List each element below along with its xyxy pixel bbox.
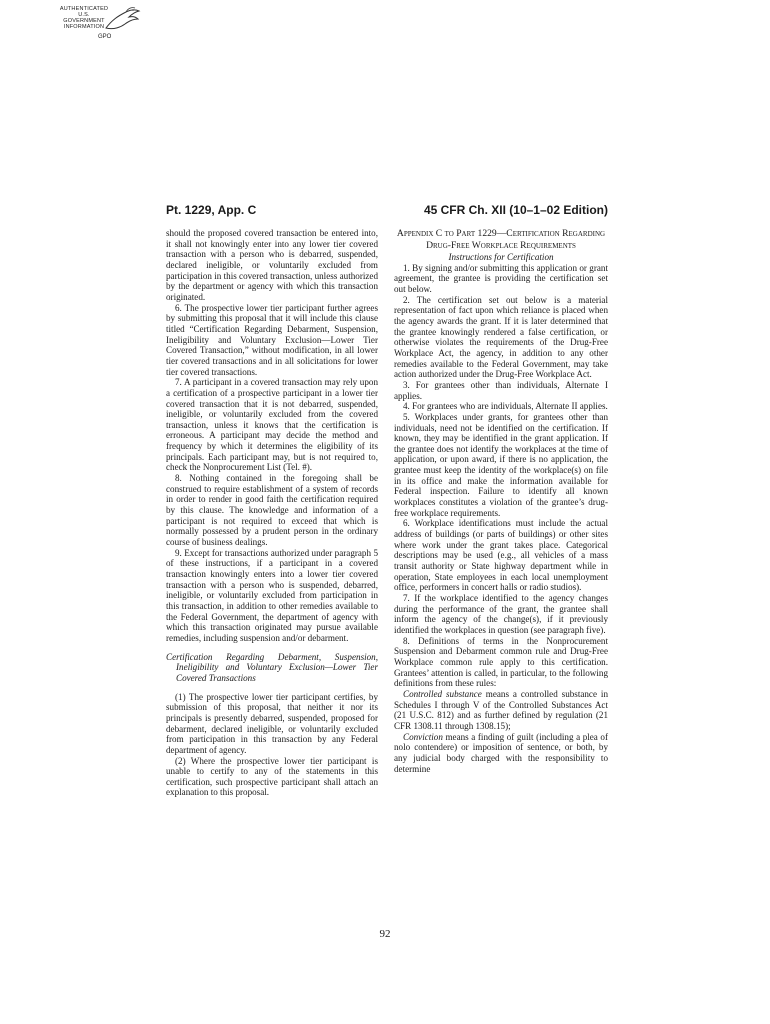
certification-caption: Certification Regarding Debarment, Suspension, Ineligibility and Voluntary Exclusion—Lower Tier Covered Transactions (166, 651, 378, 683)
eagle-logo-icon (102, 6, 142, 36)
certification-item-2: (2) Where the prospective lower tier participant is unable to certify to any of the statements in this certification, such prospective participant shall attach an explanation to this proposal. (166, 755, 378, 798)
paragraph-continuation: should the proposed covered transaction be entered into, it shall not knowingly enter into any lower tier covered transaction with a person who is debarred, suspended, declared ineligible, or voluntarily excluded from participation in this covered transaction, unless authorized by the department or agency with which this transaction originated. (166, 228, 378, 302)
left-column (166, 228, 378, 798)
page-number: 92 (379, 928, 391, 940)
instruction-2: 2. The certification set out below is a material representation of fact upon which reliance is placed when the agency awards the grant. If it is later determined that the grantee knowingly rendered a false certification, or otherwise violates the requirements of the Drug-Free Workplace Act, the agency, in addition to any other remedies available to the Federal Government, may take action authorized under the Drug-Free Workplace Act. (394, 294, 608, 380)
term-conviction: Conviction (403, 731, 443, 742)
header-cfr-edition: 45 CFR Ch. XII (10–1–02 Edition) (423, 203, 608, 217)
instruction-5: 5. Workplaces under grants, for grantees other than individuals, need not be identified on the certification. If known, they may be identified in the grant application. If the grantee does not identify the workplaces at the time of application, or upon award, if there is no application, the grantee must keep the identity of the workplace(s) on file in its office and make the information available for Federal inspection. Failure to identify all known workplaces constitutes a violation of the grantee’s drug-free workplace requirements. (394, 411, 608, 518)
instruction-3: 3. For grantees other than individuals, Alternate I applies. (394, 379, 608, 401)
instruction-8: 8. Definitions of terms in the Nonprocurement Suspension and Debarment common rule and Drug-Free Workplace common rule apply to this certification. Grantees’ attention is called, in particular, to the following definitions from these rules: (394, 635, 608, 689)
seal-line-1: AUTHENTICATED (59, 6, 109, 12)
paragraph-8: 8. Nothing contained in the foregoing shall be construed to require establishment of a system of records in order to render in good faith the certification required by this clause. The knowledge and information of a participant is not required to exceed that which is normally possessed by a prudent person in the ordinary course of business dealings. (166, 473, 378, 548)
definition-text: means a controlled substance in Schedules I through V of the Controlled Substances Act (21 U.S.C. 812) and as further defined by regulation (21 CFR 1308.11 through 1308.15); (394, 688, 608, 731)
header-part-label: Pt. 1229, App. C (166, 203, 257, 217)
paragraph-7: 7. A participant in a covered transaction may rely upon a certification of a prospective participant in a lower tier covered transaction that it is not debarred, suspended, ineligible, or voluntarily excluded from the covered transaction, unless it knows that the certification is erroneous. A participant may decide the method and frequency by which it determines the eligibility of its principals. Each participant may, but is not required to, check the Nonprocurement List (Tel. #). (166, 377, 378, 473)
instruction-4: 4. For grantees who are individuals, Alternate II applies. (403, 401, 608, 412)
certification-item-1: (1) The prospective lower tier participant certifies, by submission of this proposal, that neither it nor its principals is presently debarred, suspended, proposed for debarment, declared ineligible, or voluntarily excluded from participation in this transaction by any Federal department of agency. (166, 691, 378, 755)
definition-conviction (394, 732, 608, 775)
appendix-title: Appendix C to Part 1229—Certification Regarding Drug-Free Workplace Requirements (396, 228, 606, 251)
instruction-6: 6. Workplace identifications must include the actual address of buildings (or parts of buildings) or other sites where work under the grant takes place. Categorical descriptions may be used (e.g., all vehicles of a mass transit authority or State highway department while in operation, State employees in each local unemployment office, performers in concert halls or radio studios). (394, 518, 608, 593)
right-column (394, 228, 608, 774)
instruction-1: 1. By signing and/or submitting this application or grant agreement, the grantee is providing the certification set out below. (394, 262, 608, 294)
seal-line-3: INFORMATION (63, 24, 105, 30)
definition-controlled-substance (394, 689, 608, 732)
paragraph-6: 6. The prospective lower tier participant further agrees by submitting this proposal that it will include this clause titled “Certification Regarding Debarment, Suspension, Ineligibility and Voluntary Exclusion—Lower Tier Covered Transaction,” without modification, in all lower tier covered transactions and in all solicitations for lower tier covered transactions. (166, 302, 378, 377)
paragraph-9: 9. Except for transactions authorized under paragraph 5 of these instructions, if a participant in a covered transaction knowingly enters into a lower tier covered transaction with a person who is suspended, debarred, ineligible, or voluntarily excluded from participation in this transaction, in addition to other remedies available to the Federal Government, the department of agency with which this transaction originated may pursue available remedies, including suspension and/or debarment. (166, 547, 378, 643)
gpo-authentication-seal (58, 6, 142, 44)
seal-line-2: U.S. GOVERNMENT (63, 12, 105, 24)
seal-gpo-text: GPO (98, 34, 112, 40)
instruction-7: 7. If the workplace identified to the agency changes during the performance of the grant, the grantee shall inform the agency of the change(s), if it previously identified the workplaces in question (see paragraph five). (394, 593, 608, 635)
instructions-title: Instructions for Certification (448, 252, 554, 262)
definition-text: means a finding of guilt (including a plea of nolo contendere) or imposition of sentence, or both, by any judicial body charged with the responsibility to determine (394, 731, 608, 774)
term-controlled-substance: Controlled substance (403, 688, 482, 699)
running-header (166, 203, 608, 219)
